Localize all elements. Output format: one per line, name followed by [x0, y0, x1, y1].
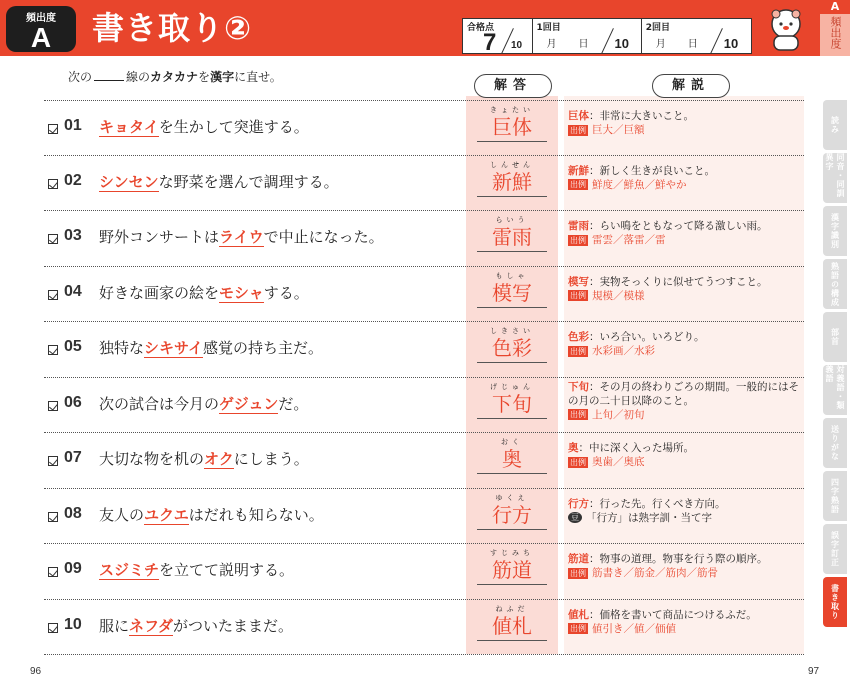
tab-writing[interactable]: 書き取り	[823, 577, 847, 627]
answer-line	[477, 307, 547, 308]
katakana-target: ゲジュン	[219, 394, 279, 413]
round2-label: 2回目	[645, 23, 671, 33]
answer-cell	[466, 215, 558, 252]
answer-line	[477, 196, 547, 197]
tab-yoji-jukugo[interactable]: 四字熟語	[823, 471, 847, 521]
explanation: 値札：価格を書いて商品につけるふだ。 出例 値引き／値／価値	[568, 608, 757, 635]
round1-day: 日	[578, 39, 589, 50]
question-row	[44, 267, 804, 323]
instruction-pre: 次の	[68, 70, 93, 84]
page-number-right: 97	[808, 666, 820, 677]
examples: 水彩画／水彩	[592, 345, 655, 357]
answer-reading: げじゅん	[490, 382, 534, 391]
example-tag: 出例	[570, 624, 586, 633]
checkbox-icon[interactable]	[48, 345, 58, 355]
katakana-target: ユクエ	[144, 505, 189, 524]
question-number: 05	[64, 338, 82, 355]
answer-cell	[466, 604, 558, 641]
question-number: 06	[64, 393, 82, 411]
katakana-target: オク	[204, 450, 234, 468]
question-text: 野外コンサートはライウで中止になった。	[99, 228, 384, 246]
answer-cell	[466, 105, 558, 142]
example-tag: 出例	[570, 568, 586, 578]
round2-total: 10	[723, 36, 739, 51]
question-list	[44, 100, 804, 655]
round1-cell[interactable]	[533, 19, 642, 53]
pass-total: 10	[511, 40, 523, 51]
frequency-grade: A	[30, 22, 52, 53]
page-header	[0, 0, 820, 56]
answer-line	[477, 473, 547, 474]
question-number: 03	[64, 227, 82, 244]
answer-reading: もしゃ	[495, 271, 529, 280]
question-row	[44, 322, 804, 378]
tab-reading[interactable]: 読み	[823, 100, 847, 150]
answer-kanji: 下旬	[492, 391, 532, 416]
answer-reading: らいう	[495, 216, 529, 224]
question-number: 01	[64, 117, 82, 134]
checkbox-icon[interactable]	[48, 512, 58, 522]
round2-day: 日	[687, 39, 698, 50]
question-number: 08	[64, 504, 82, 522]
examples: 筋書き／筋金／筋肉／筋骨	[592, 567, 718, 579]
answer-cell	[466, 160, 558, 197]
explanation: 雷雨：らい鳴をともなって降る激しい雨。 出例 雷雲／落雷／雷	[568, 220, 768, 246]
answer-cell	[466, 548, 558, 585]
answer-cell	[466, 271, 558, 308]
pass-score-cell	[463, 19, 533, 56]
tab-homophones[interactable]: 同音・同訓異字	[823, 153, 847, 203]
answer-line	[477, 584, 547, 585]
instruction-end: に直せ。	[234, 70, 282, 84]
tab-antonyms-synonyms[interactable]: 対義語・類義語	[823, 365, 847, 415]
answer-line	[477, 418, 547, 419]
question-row	[44, 489, 804, 545]
frequency-label: 頻出度	[26, 13, 56, 24]
answer-reading: すじみち	[490, 549, 534, 557]
mascot-icon	[762, 6, 810, 52]
answer-kanji: 雷雨	[492, 225, 532, 249]
examples: 規模／模様	[592, 289, 645, 302]
example-tag: 出例	[570, 410, 586, 419]
katakana-target: シンセン	[99, 172, 159, 191]
section-tabs	[823, 100, 847, 630]
checkbox-icon[interactable]	[48, 234, 58, 244]
instruction-post: 線の	[126, 70, 151, 84]
answer-cell	[466, 326, 558, 363]
answer-line	[477, 141, 547, 142]
pass-score: 7	[483, 29, 497, 56]
instruction	[68, 68, 282, 85]
explanation: 奥：中に深く入った場所。 出例 奥歯／奥底	[568, 442, 694, 468]
pass-label: 合格点	[467, 23, 495, 33]
bean-tag: 豆	[568, 512, 582, 523]
examples: 雷雲／落雷／雷	[592, 234, 666, 246]
round2-month: 月	[655, 39, 666, 50]
question-row	[44, 544, 804, 600]
explanation: 模写：実物そっくりに似せてうつすこと。 出例 規模／模様	[568, 275, 768, 302]
frequency-badge	[6, 6, 76, 52]
checkbox-icon[interactable]	[48, 623, 58, 633]
checkbox-icon[interactable]	[48, 124, 58, 134]
examples: 鮮度／鮮魚／鮮やか	[592, 178, 687, 191]
explanation: 筋道：物事の道理。物事を行う際の順序。 出例 筋書き／筋金／筋肉／筋骨	[568, 553, 768, 579]
question-text: 服にネフダがついたままだ。	[99, 616, 293, 635]
slash-divider	[710, 28, 723, 54]
answer-kanji: 模写	[492, 280, 532, 305]
tab-kanji-identification[interactable]: 漢字識別	[823, 206, 847, 256]
answer-line	[477, 362, 547, 363]
examples: 奥歯／奥底	[592, 456, 645, 468]
question-text: 大切な物を机のオクにしまう。	[99, 450, 309, 468]
example-tag: 出例	[570, 291, 586, 300]
answer-kanji: 巨体	[492, 115, 532, 139]
round1-month: 月	[546, 39, 557, 50]
example-tag: 出例	[570, 125, 586, 135]
tab-error-correction[interactable]: 誤字訂正	[823, 524, 847, 574]
question-row	[44, 600, 804, 656]
answer-cell	[466, 437, 558, 474]
tab-compound-structure[interactable]: 熟語の構成	[823, 259, 847, 309]
explanation-header: 解説	[652, 74, 730, 98]
answer-reading: おく	[501, 438, 523, 446]
note: 「行方」は熟字訓・当て字	[586, 511, 712, 524]
answer-reading: ねふだ	[495, 604, 529, 613]
score-box	[462, 18, 752, 54]
checkbox-icon[interactable]	[48, 456, 58, 466]
answer-line	[477, 251, 547, 252]
question-row	[44, 100, 804, 156]
question-number: 04	[64, 282, 82, 300]
side-grade-label: 頻出度	[829, 16, 842, 49]
tab-okurigana[interactable]: 送りがな	[823, 418, 847, 468]
katakana-target: ライウ	[219, 228, 264, 246]
checkbox-icon[interactable]	[48, 567, 58, 577]
page-title: 書き取り②	[92, 9, 253, 47]
side-grade-tab	[820, 0, 850, 56]
answer-line	[477, 640, 547, 641]
question-text: スジミチを立てて説明する。	[99, 561, 295, 579]
instruction-mid: を	[198, 70, 211, 84]
tab-radicals[interactable]: 部首	[823, 312, 847, 362]
round1-label: 1回目	[536, 23, 561, 33]
slash-divider	[601, 28, 614, 54]
question-text: キョタイを生かして突進する。	[99, 118, 309, 136]
question-text: 次の試合は今月のゲジュンだ。	[99, 394, 309, 413]
answer-cell	[466, 382, 558, 419]
answer-line	[477, 529, 547, 530]
katakana-target: キョタイ	[99, 118, 159, 136]
example-tag: 出例	[570, 235, 586, 245]
checkbox-icon[interactable]	[48, 290, 58, 300]
examples: 巨大／巨額	[592, 124, 645, 136]
answer-kanji: 行方	[492, 502, 532, 527]
katakana-target: シキサイ	[144, 339, 203, 357]
question-row	[44, 378, 804, 434]
question-row	[44, 156, 804, 212]
underline-sample	[94, 80, 124, 81]
examples: 値引き／値／価値	[592, 622, 676, 635]
question-text: シンセンな野菜を選んで調理する。	[99, 172, 339, 191]
page-number-left: 96	[30, 666, 42, 677]
answer-kanji: 奥	[502, 447, 522, 471]
side-grade: A	[820, 0, 850, 14]
question-number: 09	[64, 560, 82, 577]
instruction-kanji: 漢字	[210, 70, 235, 84]
explanation: 行方：行った先。行くべき方向。 豆 「行方」は熟字訓・当て字	[568, 497, 726, 524]
explanation: 新鮮：新しく生きが良いこと。 出例 鮮度／鮮魚／鮮やか	[568, 164, 715, 191]
answer-reading: しきさい	[490, 327, 534, 335]
answer-kanji: 新鮮	[492, 169, 532, 194]
question-text: 独特なシキサイ感覚の持ち主だ。	[99, 339, 323, 357]
instruction-kata: カタカナ	[150, 70, 199, 84]
example-tag: 出例	[570, 346, 586, 356]
round2-cell[interactable]	[642, 19, 751, 53]
checkbox-icon[interactable]	[48, 401, 58, 411]
explanation: 下旬：その月の終わりごろの期間。一般的にはその月の二十日以降のこと。 出例 上旬／初旬	[568, 380, 799, 421]
question-number: 10	[64, 615, 82, 633]
katakana-target: スジミチ	[99, 561, 160, 579]
answer-header: 解答	[474, 74, 552, 98]
katakana-target: モシャ	[219, 283, 264, 302]
question-row	[44, 211, 804, 267]
answer-cell	[466, 493, 558, 530]
answer-kanji: 筋道	[492, 558, 532, 582]
katakana-target: ネフダ	[129, 616, 173, 635]
example-tag: 出例	[570, 457, 586, 467]
answer-kanji: 色彩	[492, 336, 532, 360]
question-number: 02	[64, 171, 82, 189]
round1-total: 10	[614, 36, 629, 51]
explanation: 巨体：非常に大きいこと。 出例 巨大／巨額	[568, 110, 694, 136]
question-text: 好きな画家の絵をモシャする。	[99, 283, 309, 302]
example-tag: 出例	[570, 180, 586, 189]
answer-reading: ゆくえ	[495, 493, 529, 502]
question-text: 友人のユクエはだれも知らない。	[99, 505, 324, 524]
answer-kanji: 値札	[492, 613, 532, 638]
explanation: 色彩：いろ合い。いろどり。 出例 水彩画／水彩	[568, 331, 705, 357]
question-number: 07	[64, 449, 82, 466]
question-row	[44, 433, 804, 489]
checkbox-icon[interactable]	[48, 179, 58, 189]
answer-reading: きょたい	[490, 106, 534, 114]
answer-reading: しんせん	[490, 160, 534, 169]
examples: 上旬／初旬	[592, 408, 645, 421]
